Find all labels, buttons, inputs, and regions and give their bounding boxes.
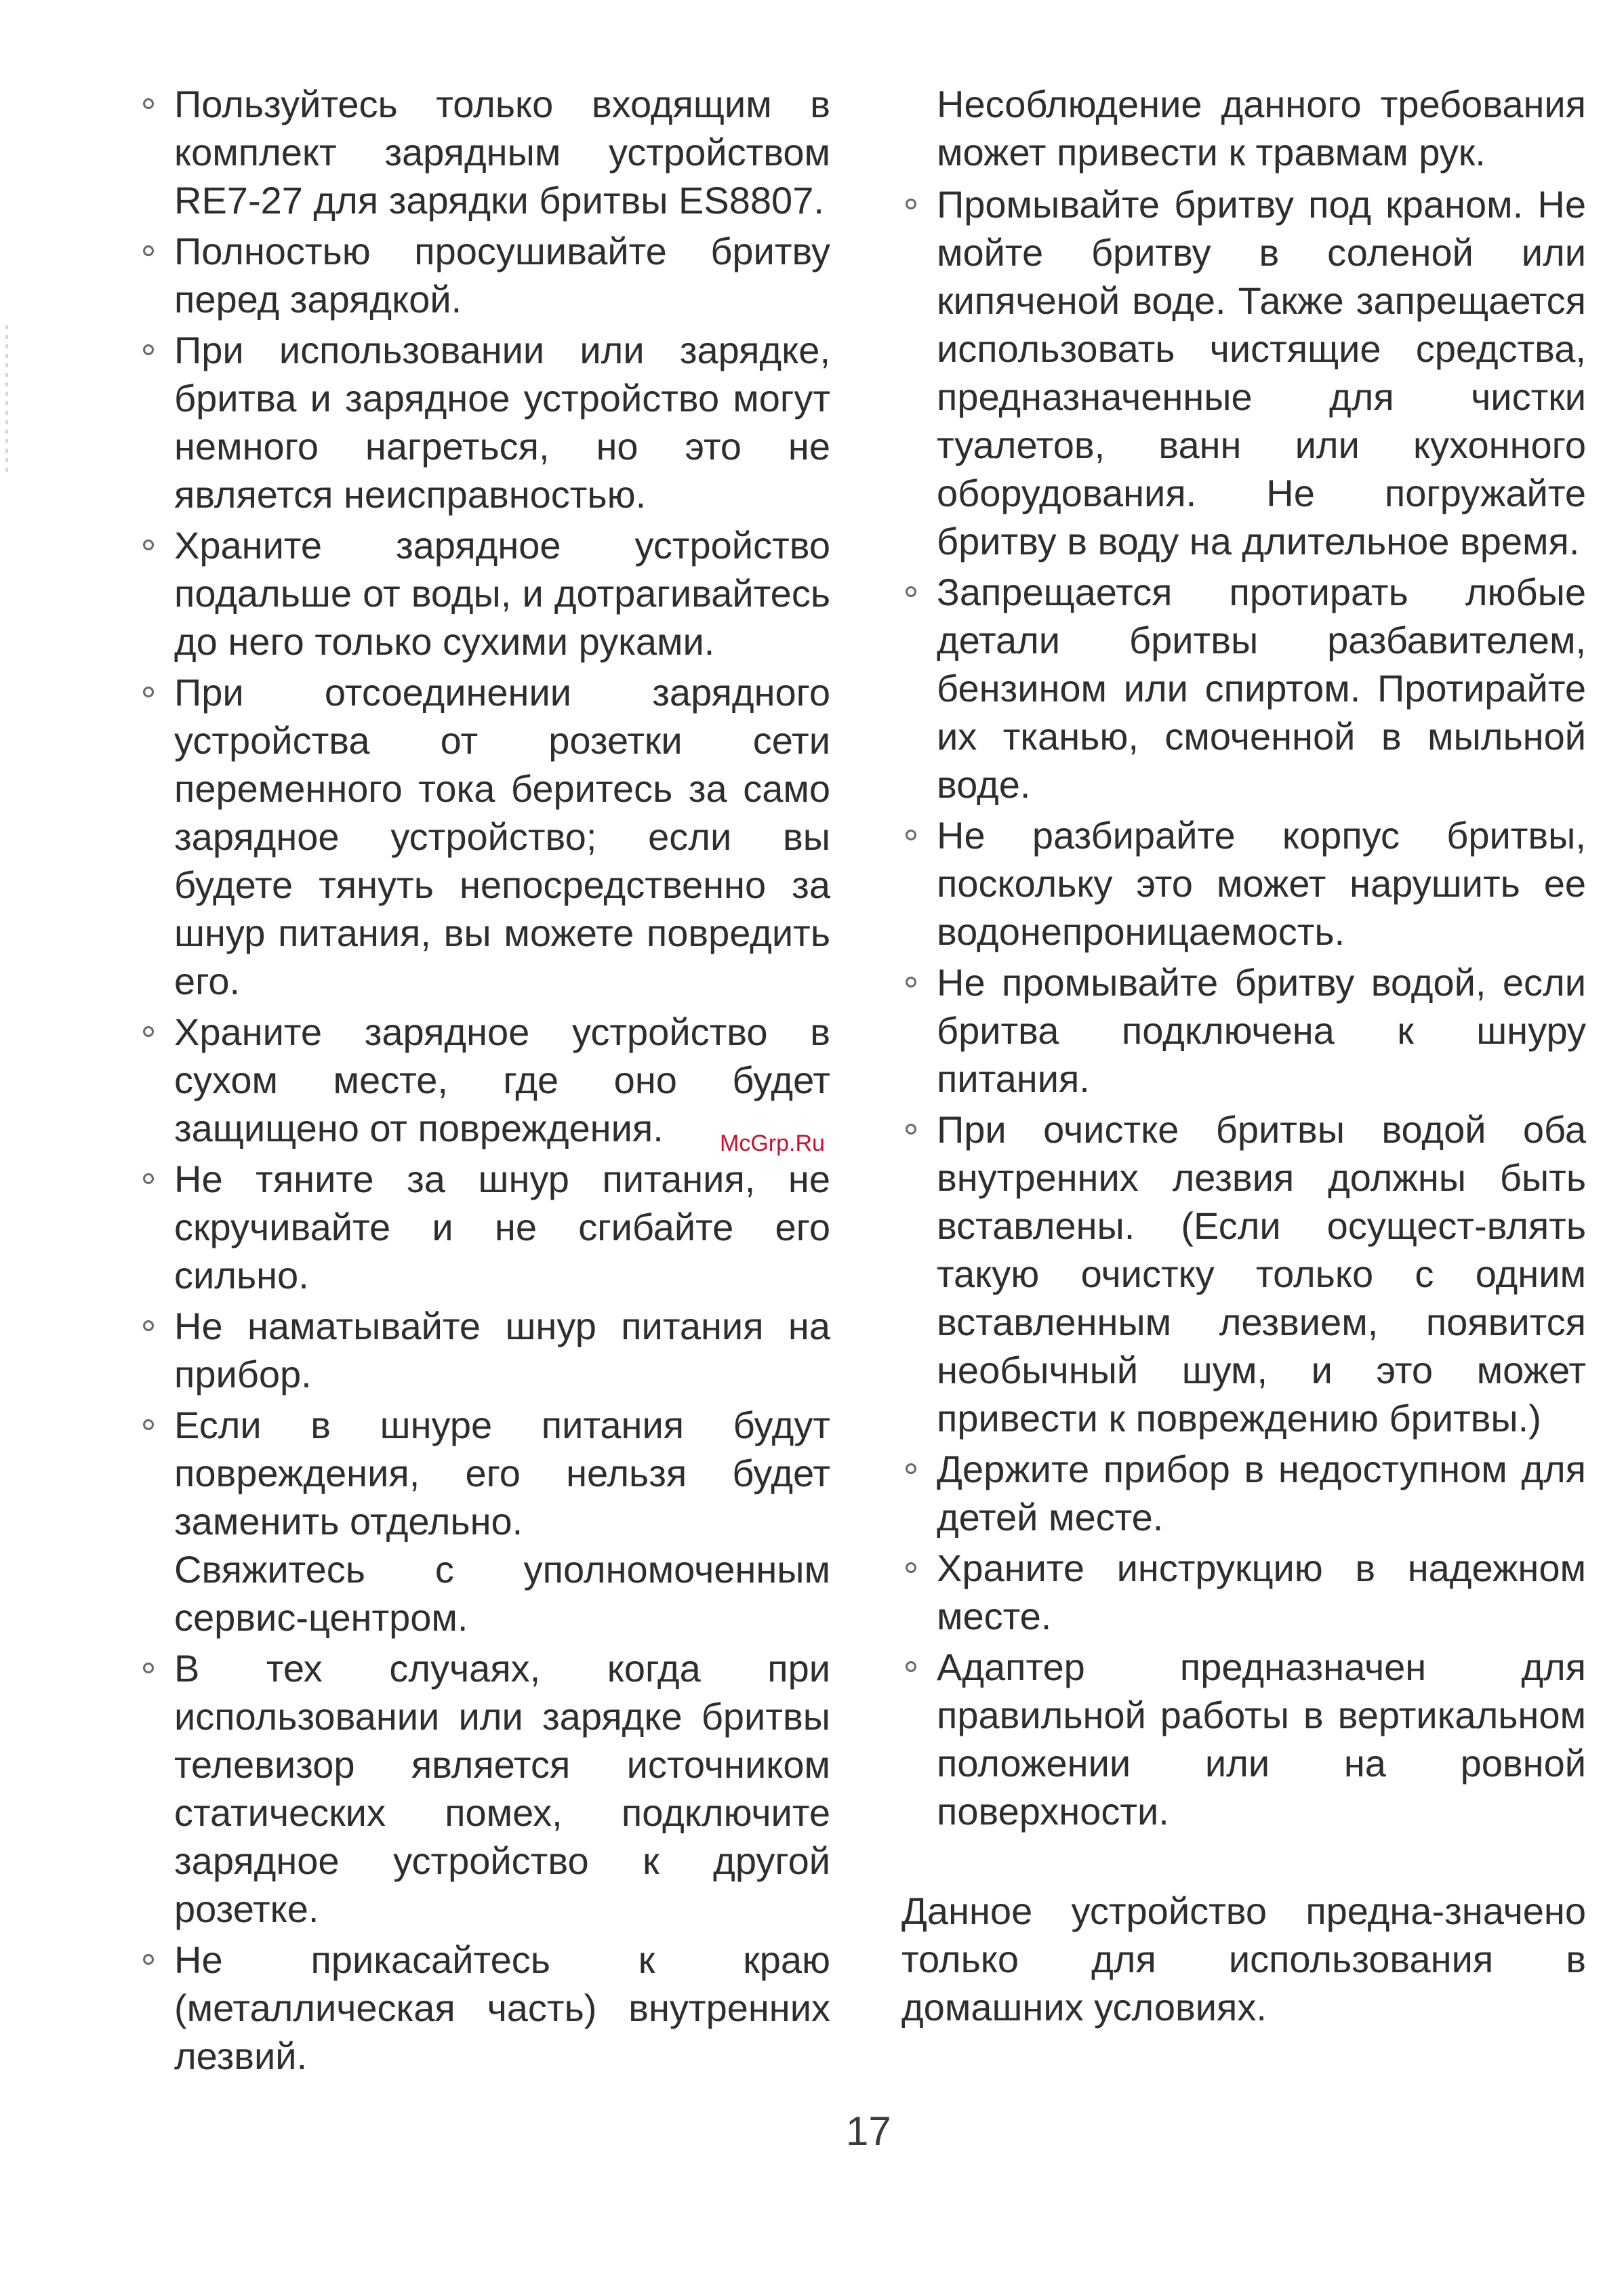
list-item: [139, 1401, 830, 1642]
bullet-icon: [143, 1173, 154, 1184]
bullet-icon: [143, 1026, 154, 1037]
list-item: [901, 811, 1586, 956]
item-text: В тех случаях, когда при использовании или зарядке бритвы телевизор является источником статических помех, подключите зарядное устройство к другой розетке.: [174, 1647, 830, 1930]
closing-note: Данное устройство предна-значено только для использования в домашних условиях.: [901, 1890, 1586, 2029]
left-bullet-list: [139, 80, 830, 2080]
right-column: [901, 80, 1586, 2031]
item-text: При очистке бритвы водой оба внутренних лезвия должны быть вставлены. (Если осущест-влять такую очистку только с одним вставленным лезвием, появится необычный шум, и это может привести к повреждению бритвы.): [937, 1108, 1586, 1440]
list-item: [139, 668, 830, 1005]
item-text: Храните зарядное устройство подальше от воды, и дотрагивайтесь до него только сухими руками.: [174, 524, 830, 663]
bullet-icon: [906, 1661, 916, 1672]
bullet-icon: [143, 1954, 154, 1965]
bullet-icon: [143, 98, 154, 109]
bullet-icon: [906, 199, 916, 209]
list-item: [139, 326, 830, 518]
right-bullet-list: [901, 180, 1586, 1835]
bullet-icon: [143, 245, 154, 256]
item-subtext: Свяжитесь с уполномоченным сервис-центром.: [174, 1548, 830, 1639]
list-item: [901, 1445, 1586, 1541]
bullet-icon: [143, 344, 154, 355]
bullet-icon: [906, 977, 916, 987]
list-item: [139, 1155, 830, 1299]
bullet-icon: [143, 1419, 154, 1430]
list-item: [139, 1936, 830, 2080]
item-text: Адаптер предназначен для правильной работы в вертикальном положении или на ровной поверхности.: [937, 1646, 1586, 1833]
item-text: Запрещается протирать любые детали бритвы разбавителем, бензином или спиртом. Протирайте их тканью, смоченной в мыльной воде.: [937, 571, 1586, 806]
watermark-link[interactable]: McGrp.Ru: [720, 1130, 825, 1156]
list-item: [139, 521, 830, 666]
list-item: [901, 568, 1586, 809]
bullet-icon: [143, 539, 154, 550]
bullet-icon: [143, 1663, 154, 1673]
item-text: Пользуйтесь только входящим в комплект зарядным устройством RE7-27 для зарядки бритвы ES8807.: [174, 83, 830, 222]
list-item: [139, 80, 830, 224]
item-text: При отсоединении зарядного устройства от розетки сети переменного тока беритесь за само зарядное устройство; если вы будете тянуть непосредственно за шнур питания, вы можете повредить его.: [174, 671, 830, 1002]
list-item: [901, 1643, 1586, 1835]
item-text: Храните инструкцию в надежном месте.: [937, 1547, 1586, 1637]
bullet-icon: [906, 586, 916, 597]
item-text: Не наматывайте шнур питания на прибор.: [174, 1305, 830, 1395]
list-item: [901, 180, 1586, 565]
page-number: 17: [846, 2108, 891, 2154]
item-text: Храните зарядное устройство в сухом месте, где оно будет защищено от повреждения.: [174, 1011, 830, 1149]
item-text: Не разбирайте корпус бритвы, поскольку это может нарушить ее водонепроницаемость.: [937, 814, 1586, 953]
scan-margin-artifact: [5, 325, 8, 474]
bullet-icon: [906, 830, 916, 840]
item-text: Полностью просушивайте бритву перед зарядкой.: [174, 230, 830, 321]
item-text: При использовании или зарядке, бритва и зарядное устройство могут немного нагреться, но это не является неисправностью.: [174, 329, 830, 516]
continued-paragraph: Несоблюдение данного требования может привести к травмам рук.: [937, 83, 1586, 174]
bullet-icon: [143, 1320, 154, 1331]
item-text: Промывайте бритву под краном. Не мойте бритву в соленой или кипяченой воде. Также запрещается использовать чистящие средства, предназначенные для чистки туалетов, ванн или кухонного оборудования. Не погружайте бритву в воду на длительное время.: [937, 183, 1586, 563]
bullet-icon: [143, 687, 154, 697]
item-text: Не тяните за шнур питания, не скручивайте и не сгибайте его сильно.: [174, 1158, 830, 1297]
left-column: [139, 80, 830, 2083]
list-item: [139, 1644, 830, 1933]
bullet-icon: [906, 1124, 916, 1135]
list-item: [139, 227, 830, 323]
item-text: Не промывайте бритву водой, если бритва подключена к шнуру питания.: [937, 961, 1586, 1100]
list-item: [901, 1544, 1586, 1640]
list-item: [901, 1105, 1586, 1442]
bullet-icon: [906, 1562, 916, 1573]
item-text: Держите прибор в недоступном для детей месте.: [937, 1448, 1586, 1539]
bullet-icon: [906, 1463, 916, 1474]
list-item: [139, 1302, 830, 1398]
list-item: [901, 958, 1586, 1103]
item-text: Не прикасайтесь к краю (металлическая часть) внутренних лезвий.: [174, 1938, 830, 2077]
item-text: Если в шнуре питания будут повреждения, его нельзя будет заменить отдельно.: [174, 1404, 830, 1543]
